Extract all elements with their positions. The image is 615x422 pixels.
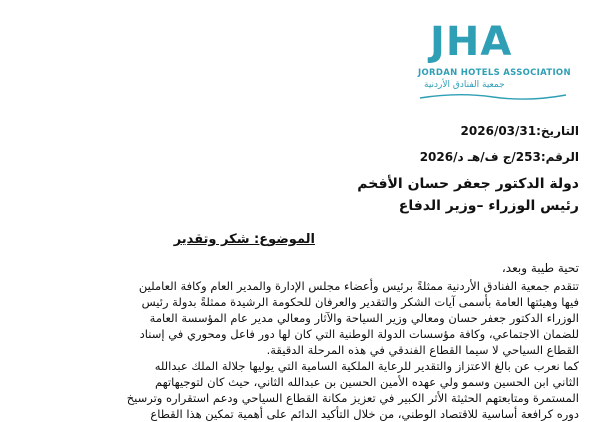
- recipient-title: رئيس الوزراء –وزير الدفاع: [398, 198, 579, 214]
- recipient-name: دولة الدكتور جعفر حسان الأفخم: [357, 176, 579, 192]
- greeting: تحية طيبة وبعد،: [501, 261, 579, 275]
- logo-wave-icon: [418, 90, 568, 102]
- body-line: الثاني ابن الحسين وسمو ولي عهده الأمين الحسين بن عبدالله الثاني، حيث كان لتوجيهاتهم: [154, 375, 579, 389]
- letter-date: التاريخ:2026/03/31: [460, 124, 579, 138]
- body-line: الوزراء الدكتور جعفر حسان ومعالي وزير السياحة والآثار ومعالي مدير عام المؤسسة العامة: [149, 311, 579, 325]
- logo-letters: JHA: [430, 19, 513, 65]
- letter-reference-number: الرقم:253/ج ف/هـ د/2026: [419, 150, 579, 164]
- jha-logo: [418, 19, 571, 102]
- body-line: فيها وهيئتها العامة بأسمى آيات الشكر والتقدير والعرفان للحكومة الرشيدة ممثلةً بدولة رئيس: [141, 295, 579, 309]
- logo-mark: [430, 19, 513, 65]
- body-line: للضمان الاجتماعي، وكافة مؤسسات الدولة الوطنية التي كان لها دور فاعل ومحوري في إسناد: [139, 327, 579, 341]
- body-line: دوره كرافعة أساسية للاقتصاد الوطني، من خلال التأكيد الدائم على أهمية تمكين هذا القطاع: [150, 407, 579, 421]
- body-line: كما نعرب عن بالغ الاعتزاز والتقدير للرعاية الملكية السامية التي يوليها جلالة الملك عبدالله: [154, 359, 579, 373]
- letter-body: [44, 260, 579, 422]
- body-line: تتقدم جمعية الفنادق الأردنية ممثلةً برئيس وأعضاء مجلس الإدارة والمدير العام وكافة العاملين: [138, 279, 579, 293]
- letter-subject: الموضوع: شكر وتقدير: [173, 232, 315, 247]
- logo-arabic-name: جمعية الفنادق الأردنية: [424, 80, 505, 90]
- body-line: القطاع السياحي لا سيما القطاع الفندقي في هذه المرحلة الدقيقة.: [266, 343, 579, 357]
- body-line: المستمرة ومتابعتهم الحثيثة الأثر الكبير في تعزيز مكانة القطاع السياحي ودعم استقراره وترسيخ: [126, 391, 579, 405]
- logo-english-name: JORDAN HOTELS ASSOCIATION: [418, 68, 571, 78]
